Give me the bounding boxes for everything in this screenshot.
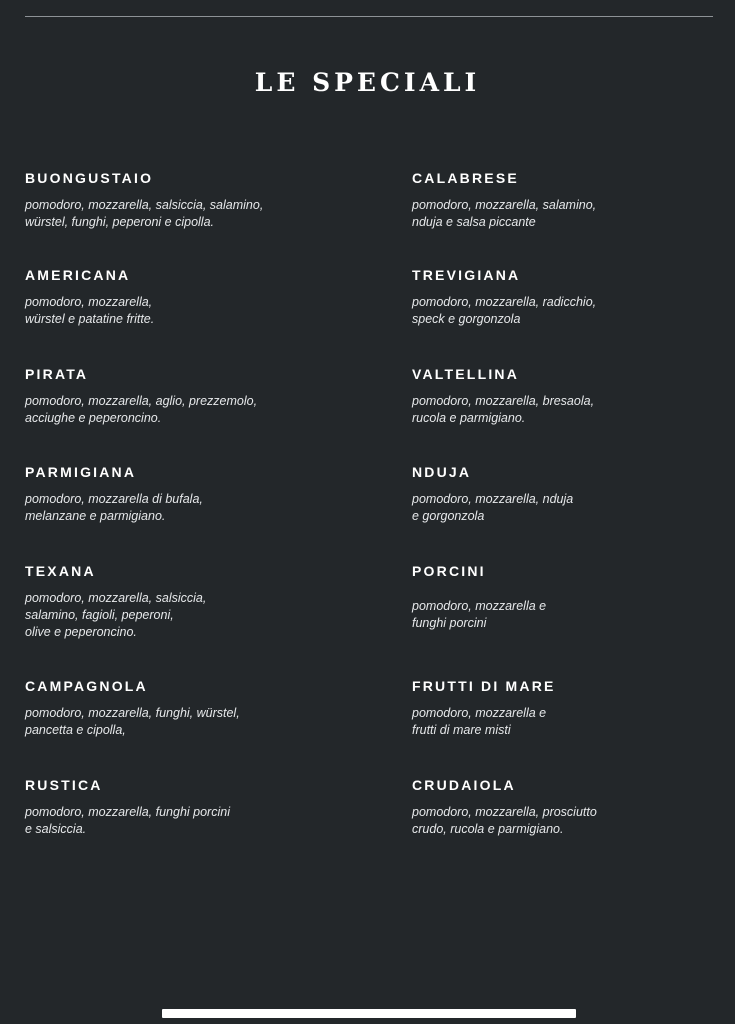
menu-item-crudaiola bbox=[412, 777, 712, 838]
top-divider bbox=[25, 16, 713, 17]
menu-item-description: pomodoro, mozzarella, nduja e gorgonzola bbox=[412, 492, 574, 523]
menu-item-name: VALTELLINA bbox=[412, 366, 520, 382]
menu-item-description: pomodoro, mozzarella, prosciutto crudo, rucola e parmigiano. bbox=[412, 805, 597, 836]
menu-item-name: RUSTICA bbox=[25, 777, 103, 793]
menu-item-nduja bbox=[412, 464, 712, 525]
menu-item-name: CAMPAGNOLA bbox=[25, 678, 148, 694]
menu-item-parmigiana bbox=[25, 464, 365, 525]
menu-title: LE SPECIALI bbox=[254, 68, 481, 97]
menu-item-description: pomodoro, mozzarella, salsiccia, salamino, würstel, funghi, peperoni e cipolla. bbox=[25, 198, 264, 229]
menu-item-description: pomodoro, mozzarella, funghi, würstel, pancetta e cipolla, bbox=[25, 706, 240, 737]
menu-item-name: PORCINI bbox=[412, 563, 486, 579]
menu-item-campagnola bbox=[25, 678, 365, 739]
menu-item-name: CALABRESE bbox=[412, 170, 519, 186]
menu-item-description: pomodoro, mozzarella, bresaola, rucola e parmigiano. bbox=[412, 394, 595, 425]
home-indicator[interactable] bbox=[162, 1009, 576, 1018]
menu-item-description: pomodoro, mozzarella e funghi porcini bbox=[412, 599, 547, 630]
menu-item-description: pomodoro, mozzarella e frutti di mare misti bbox=[412, 706, 547, 737]
menu-item-name: PIRATA bbox=[25, 366, 89, 382]
menu-item-name: CRUDAIOLA bbox=[412, 777, 516, 793]
menu-item-americana bbox=[25, 267, 365, 328]
menu-item-texana bbox=[25, 563, 365, 641]
menu-item-description: pomodoro, mozzarella, salsiccia, salamino, fagioli, peperoni, olive e peperoncino. bbox=[25, 591, 207, 639]
menu-item-description: pomodoro, mozzarella di bufala, melanzane e parmigiano. bbox=[25, 492, 203, 523]
menu-item-name: AMERICANA bbox=[25, 267, 131, 283]
menu-item-frutti-di-mare bbox=[412, 678, 712, 739]
menu-item-buongustaio bbox=[25, 170, 365, 231]
menu-item-description: pomodoro, mozzarella, funghi porcini e salsiccia. bbox=[25, 805, 230, 836]
menu-item-description: pomodoro, mozzarella, radicchio, speck e gorgonzola bbox=[412, 295, 597, 326]
menu-item-valtellina bbox=[412, 366, 712, 427]
menu-item-name: NDUJA bbox=[412, 464, 472, 480]
menu-item-name: TEXANA bbox=[25, 563, 96, 579]
menu-item-rustica bbox=[25, 777, 365, 838]
menu-item-calabrese bbox=[412, 170, 712, 231]
menu-item-description: pomodoro, mozzarella, aglio, prezzemolo, acciughe e peperoncino. bbox=[25, 394, 258, 425]
menu-item-description: pomodoro, mozzarella, würstel e patatine fritte. bbox=[25, 295, 155, 326]
menu-item-name: PARMIGIANA bbox=[25, 464, 137, 480]
menu-item-porcini bbox=[412, 563, 712, 632]
menu-item-name: TREVIGIANA bbox=[412, 267, 521, 283]
menu-item-trevigiana bbox=[412, 267, 712, 328]
menu-item-name: FRUTTI DI MARE bbox=[412, 678, 556, 694]
menu-item-description: pomodoro, mozzarella, salamino, nduja e salsa piccante bbox=[412, 198, 597, 229]
menu-item-name: BUONGUSTAIO bbox=[25, 170, 154, 186]
menu-item-pirata bbox=[25, 366, 365, 427]
